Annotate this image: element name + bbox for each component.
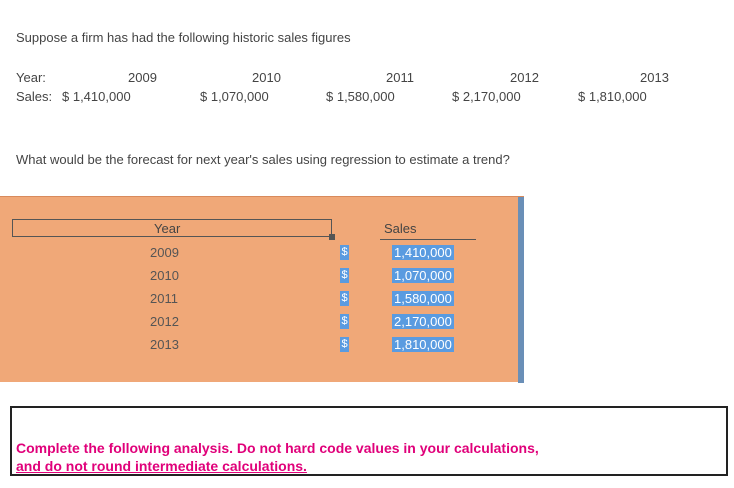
header-sales-2012: $ 2,170,000: [452, 89, 521, 104]
year-column-header: Year: [154, 221, 181, 236]
table-row: [0, 243, 524, 265]
sales-column-header: Sales: [384, 221, 417, 236]
header-sales-2011: $ 1,580,000: [326, 89, 395, 104]
table-row: [0, 335, 524, 357]
currency-symbol: $: [341, 338, 348, 350]
row-sales-value[interactable]: 1,810,000: [394, 337, 452, 352]
row-year: 2011: [150, 291, 178, 306]
row-year: 2009: [150, 245, 179, 260]
header-year-2010: 2010: [252, 70, 281, 85]
currency-symbol: $: [341, 292, 348, 304]
table-row: [0, 266, 524, 288]
row-year: 2013: [150, 337, 179, 352]
currency-symbol: $: [341, 246, 348, 258]
sales-label: Sales:: [16, 89, 53, 104]
header-year-2013: 2013: [640, 70, 669, 85]
year-row: [16, 70, 696, 89]
row-sales-value[interactable]: 2,170,000: [394, 314, 452, 329]
year-label: Year:: [16, 70, 46, 85]
sales-header-underline: [380, 239, 476, 240]
currency-symbol: $: [341, 315, 348, 327]
worksheet-panel: [0, 196, 524, 382]
row-year: 2012: [150, 314, 179, 329]
row-year: 2010: [150, 268, 179, 283]
sales-row: [16, 89, 696, 108]
table-row: [0, 312, 524, 334]
forecast-question: What would be the forecast for next year's sales using regression to estimate a trend?: [16, 152, 510, 167]
header-year-2012: 2012: [510, 70, 539, 85]
row-sales-value[interactable]: 1,580,000: [394, 291, 452, 306]
instructions-line-2: and do not round intermediate calculations.: [16, 458, 307, 474]
historic-sales-header: [16, 70, 696, 108]
table-row: [0, 289, 524, 311]
header-sales-2009: $ 1,410,000: [62, 89, 131, 104]
row-sales-value[interactable]: 1,410,000: [394, 245, 452, 260]
instructions-line-1: Complete the following analysis. Do not hard code values in your calculations,: [16, 440, 539, 456]
currency-symbol: $: [341, 269, 348, 281]
header-year-2009: 2009: [128, 70, 157, 85]
header-sales-2013: $ 1,810,000: [578, 89, 647, 104]
header-sales-2010: $ 1,070,000: [200, 89, 269, 104]
header-year-2011: 2011: [386, 70, 414, 85]
problem-intro: Suppose a firm has had the following historic sales figures: [16, 30, 351, 45]
row-sales-value[interactable]: 1,070,000: [394, 268, 452, 283]
instructions-notice: [10, 406, 728, 476]
